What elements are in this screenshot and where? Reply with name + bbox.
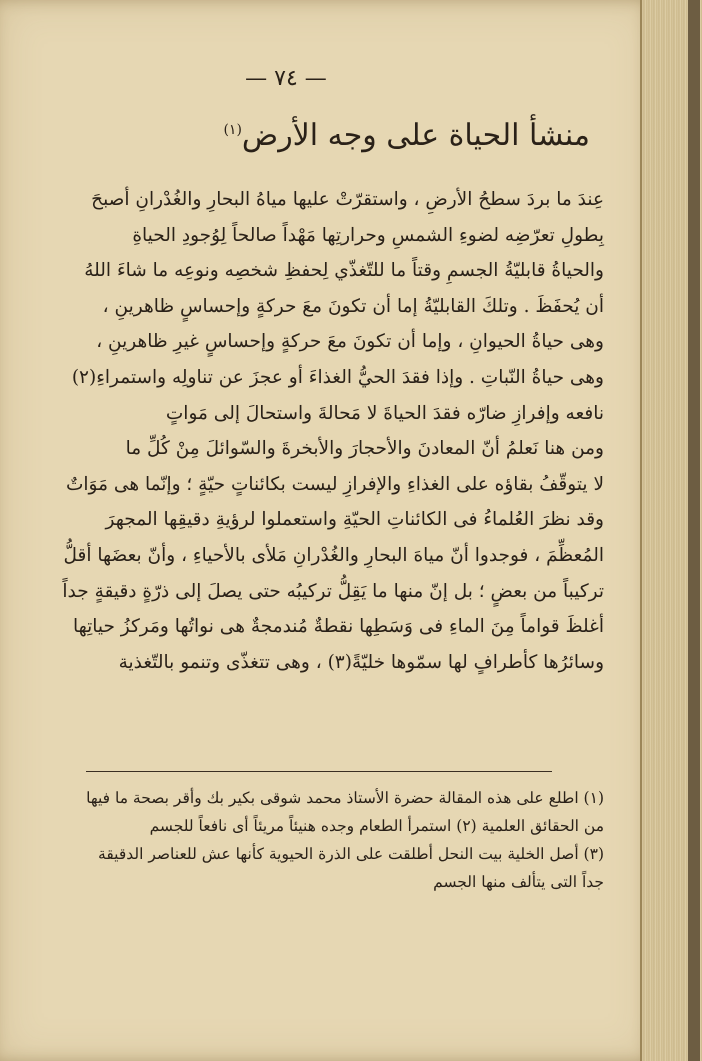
footnote-line: جداً التى يتألف منها الجسم	[433, 873, 604, 891]
body-line: والحياةُ قابليّةُ الجسمِ وقتاً ما للتّغذّي لِحفظِ شخصِه ونوعِه ما شاءَ اللهُ	[84, 260, 604, 282]
body-line: تركيباً من بعضٍ ؛ بل إنّ منها ما يَقِلُّ تركيبُه حتى يصلَ إلى ذرّةٍ دقيقةٍ جداً	[62, 580, 604, 602]
title-footnote-marker: (١)	[223, 122, 242, 138]
page-title	[30, 118, 590, 153]
title-text: منشأ الحياة على وجه الأرض	[241, 118, 590, 153]
page-number: — ٧٤ —	[245, 66, 327, 91]
body-line: بِطولِ تعرّضِه لضوءِ الشمسِ وحرارتِها مَهْداً صالحاً لِوُجودِ الحياةِ	[132, 224, 604, 246]
footnote-line: من الحقائق العلمية (٢) استمرأ الطعام وجده هنيئاً مريئاً أى نافعاً للجسم	[149, 817, 604, 835]
body-line: عِندَ ما بردَ سطحُ الأرضِ ، واستقرّتْ عليها مياهُ البحارِ والغُدْرانِ أصبحَ	[91, 189, 604, 210]
body-line: وسائرُها كأطرافٍ لها سمّوها خليّةً(٣) ، وهى تتغذّى وتنمو بالتّغذية	[118, 651, 604, 673]
book-cover-edge	[688, 0, 700, 1061]
body-line: وهى حياةُ الحيوانِ ، وإما أن تكونَ معَ حركةٍ وإحساسٍ غيرِ ظاهرينِ ،	[96, 331, 604, 353]
body-line: أن يُحفَظَ . وتلكَ القابليّةُ إما أن تكونَ معَ حركةٍ وإحساسٍ ظاهرينِ ،	[102, 295, 604, 317]
body-line: نافعه وإفرازِ ضارّه فقدَ الحياةَ لا مَحالةَ واستحالَ إلى مَواتٍ	[165, 402, 604, 424]
body-line: أغلظَ قواماً مِنَ الماءِ فى وَسَطِها نقطةٌ مُندمجةٌ هى نواتُها ومَركزُ حياتِها	[72, 616, 604, 638]
footnote-line: (٣) أصل الخلية بيت النحل أطلقت على الذرة الحيوية كأنها عش للعناصر الدقيقة	[98, 845, 604, 863]
body-line: المُعظِّمَ ، فوجدوا أنّ مياهَ البحارِ والغُدْرانِ مَلأى بالأحياءِ ، وأنّ بعضَها أقلُّ	[63, 544, 604, 566]
footnote-divider	[86, 771, 552, 772]
body-text	[62, 182, 604, 680]
footnotes	[84, 784, 604, 896]
body-line: لا يتوقّفُ بقاؤه على الغذاءِ والإفرازِ ليست بكائناتٍ حيّةٍ ؛ وإنّما هى مَوَاتٌ	[66, 473, 604, 495]
body-line: وهى حياةُ النّباتِ . وإذا فقدَ الحيُّ الغذاءَ أو عجزَ عن تناولِه واستمراءِ(٢)	[71, 366, 604, 388]
footnote-line: (١) اطلع على هذه المقالة حضرة الأستاذ محمد شوقى بكير بك وأقر بصحة ما فيها	[86, 789, 604, 807]
body-line: ومن هنا نَعلمُ أنّ المعادنَ والأحجارَ والأبخرةَ والسّوائلَ مِنْ كُلِّ ما	[125, 438, 604, 460]
body-line: وقد نظرَ العُلماءُ فى الكائناتِ الحيّةِ واستعملوا لرؤيةِ دقيقِها المجهرَ	[105, 509, 604, 531]
